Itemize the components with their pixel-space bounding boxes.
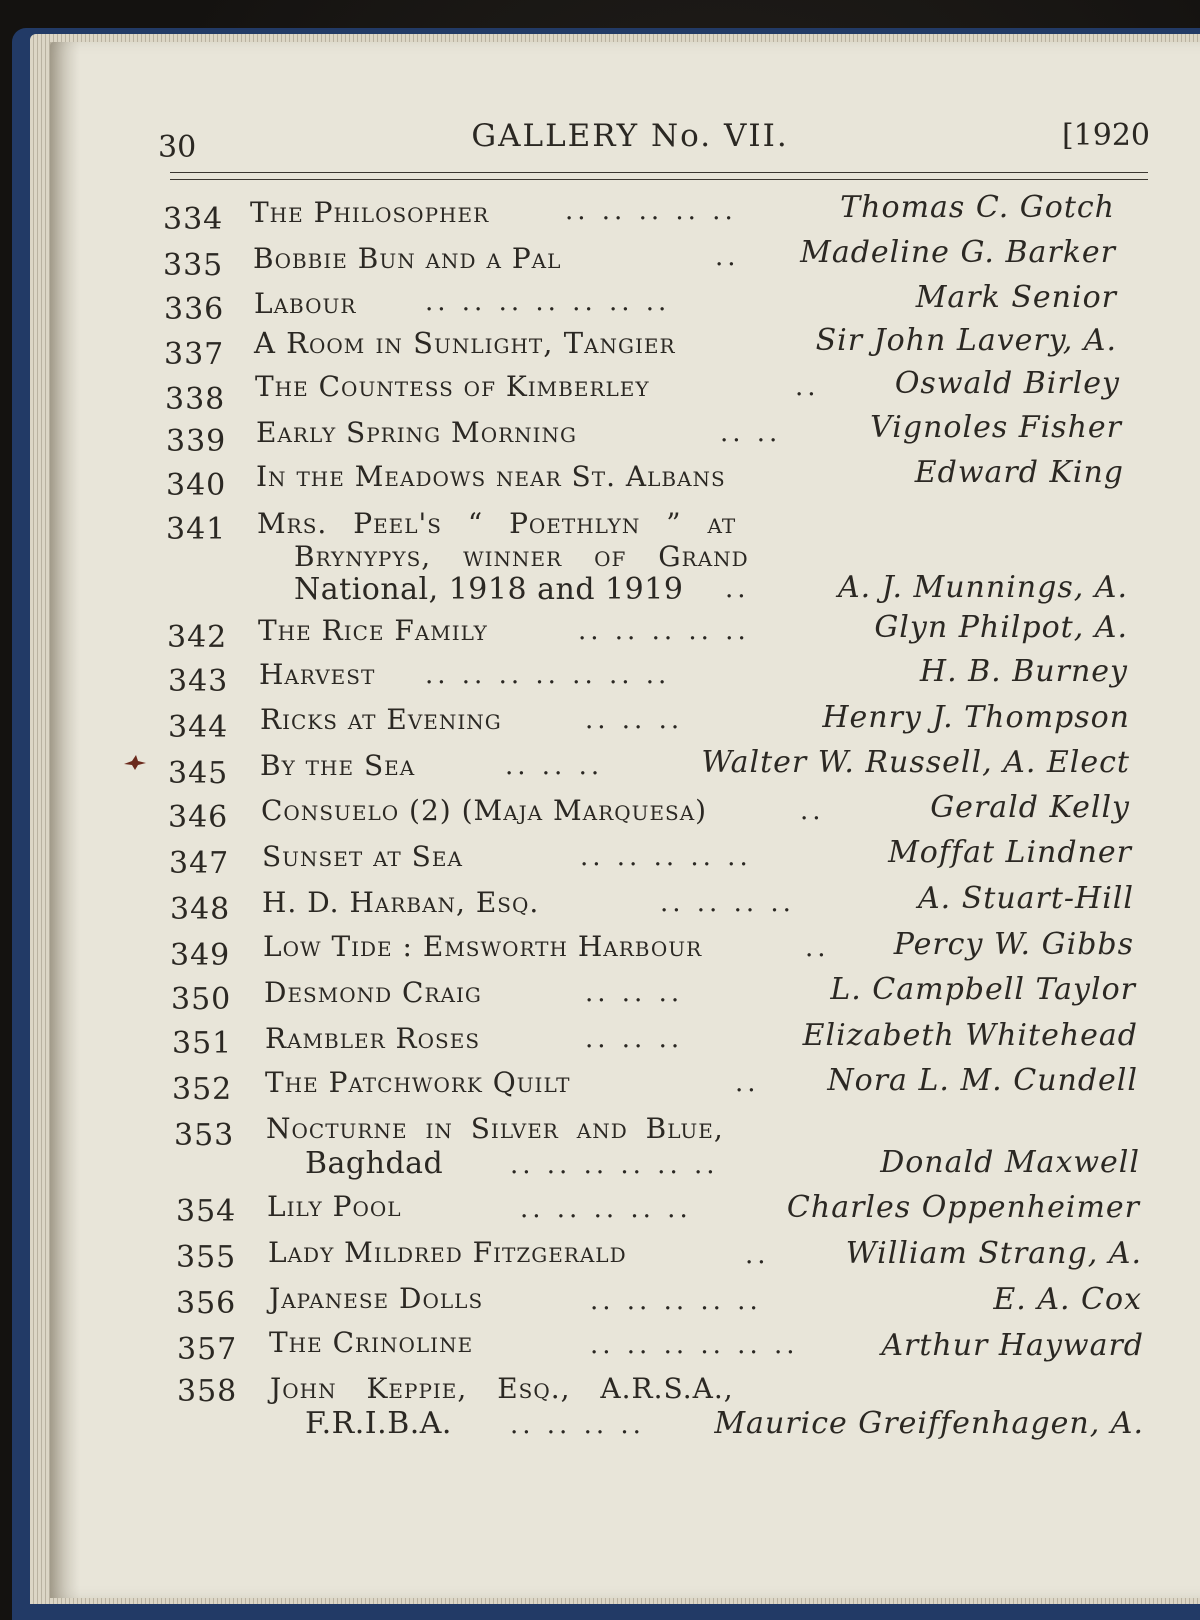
leader-dots: .. (800, 796, 825, 826)
entry-title: The Patchwork Quilt (265, 1066, 571, 1099)
leader-dots: .. .. .. .. .. (565, 196, 737, 226)
entry-number: 340 (166, 468, 227, 503)
entry-artist: William Strang, A. (845, 1236, 1142, 1271)
leader-dots: .. (805, 933, 830, 963)
entry-title: Labour (254, 287, 357, 320)
entry-title: Low Tide : Emsworth Harbour (263, 930, 703, 963)
entry-number: 336 (164, 292, 225, 327)
entry-artist: Mark Senior (915, 280, 1117, 315)
entry-title: By the Sea (260, 749, 416, 782)
entry-title: Rambler Roses (265, 1022, 481, 1055)
entry-title: Bobbie Bun and a Pal (253, 242, 562, 275)
entry-artist: Arthur Hayward (881, 1328, 1144, 1363)
leader-dots: .. (725, 574, 750, 604)
entry-title: The Rice Family (258, 614, 488, 647)
entry-number: 358 (177, 1374, 238, 1409)
entry-title: Early Spring Morning (256, 416, 578, 449)
leader-dots: .. .. .. (585, 978, 684, 1008)
leader-dots: .. (735, 1068, 760, 1098)
leader-dots: .. (715, 242, 740, 272)
entry-title: Consuelo (2) (Maja Marquesa) (261, 794, 708, 827)
entry-artist: Percy W. Gibbs (893, 927, 1134, 962)
entry-artist: L. Campbell Taylor (830, 972, 1136, 1007)
entry-title-line-3: National, 1918 and 1919 (294, 572, 684, 607)
entry-artist: Walter W. Russell, A. Elect (701, 745, 1130, 780)
entry-title: Ricks at Evening (260, 703, 502, 736)
entry-title: John Keppie, Esq., A.R.S.A., (270, 1372, 734, 1405)
entry-title: Mrs. Peel's “ Poethlyn ” at (257, 507, 737, 540)
leader-dots: .. .. .. .. .. .. (590, 1330, 799, 1360)
entry-title: A Room in Sunlight, Tangier (254, 326, 676, 360)
entry-title: Sunset at Sea (262, 840, 463, 873)
entry-title: The Crinoline (269, 1326, 474, 1359)
page-number: 30 (158, 130, 197, 165)
entry-title: Japanese Dolls (269, 1282, 484, 1315)
entry-number: 353 (174, 1118, 235, 1153)
entry-artist: Madeline G. Barker (800, 235, 1116, 270)
entry-title: Lady Mildred Fitzgerald (268, 1236, 627, 1269)
entry-number: 344 (168, 710, 229, 745)
entry-title: In the Meadows near St. Albans (256, 460, 726, 493)
entry-number: 354 (176, 1194, 237, 1229)
leader-dots: .. .. .. .. .. .. .. (425, 660, 671, 690)
entry-number: 357 (177, 1332, 238, 1367)
entry-title: Lily Pool (267, 1190, 402, 1223)
entry-artist: Oswald Birley (894, 366, 1120, 401)
entry-artist: Edward King (914, 455, 1124, 490)
entry-title: The Countess of Kimberley (255, 370, 650, 403)
entry-title-line-2: Brynypys, winner of Grand (294, 540, 749, 573)
entry-number: 347 (169, 846, 230, 881)
entry-number: 349 (170, 938, 231, 973)
entry-artist: A. J. Munnings, A. (838, 570, 1128, 605)
entry-number: 342 (167, 620, 228, 655)
year-bracket: [1920 (1061, 118, 1150, 153)
entry-number: 351 (172, 1026, 233, 1061)
entry-number: 345 (168, 756, 229, 791)
entry-artist: Sir John Lavery, A. (815, 323, 1117, 358)
leader-dots: .. .. .. .. .. .. (510, 1150, 719, 1180)
entry-number: 348 (170, 892, 231, 927)
entry-title-line-2: F.R.I.B.A. (305, 1406, 452, 1441)
gallery-title: GALLERY No. VII. (471, 118, 789, 154)
entry-artist: Maurice Greiffenhagen, A. (714, 1406, 1144, 1441)
entry-artist: Charles Oppenheimer (786, 1190, 1140, 1225)
entry-title: Harvest (259, 658, 376, 691)
entry-title: Desmond Craig (264, 976, 482, 1009)
leader-dots: .. .. .. .. .. .. .. (425, 287, 671, 317)
entry-artist: Moffat Lindner (888, 835, 1132, 870)
entry-number: 350 (171, 982, 232, 1017)
leader-dots: .. .. .. (585, 1024, 684, 1054)
leader-dots: .. (745, 1240, 770, 1270)
entry-artist: Gerald Kelly (930, 790, 1130, 825)
entry-title-line-2: Baghdad (305, 1146, 444, 1181)
entry-artist: Elizabeth Whitehead (802, 1018, 1138, 1053)
entry-artist: Vignoles Fisher (870, 410, 1122, 445)
entry-artist: H. B. Burney (919, 654, 1128, 689)
entry-number: 343 (168, 664, 229, 699)
leader-dots: .. .. .. .. (510, 1410, 645, 1440)
leader-dots: .. .. .. .. .. (520, 1194, 692, 1224)
entry-number: 339 (166, 424, 227, 459)
entry-artist: Glyn Philpot, A. (874, 610, 1128, 645)
entry-title: Nocturne in Silver and Blue, (266, 1112, 724, 1145)
entry-artist: Donald Maxwell (880, 1145, 1140, 1180)
entry-artist: Nora L. M. Cundell (827, 1063, 1138, 1098)
leader-dots: .. (795, 372, 820, 402)
leader-dots: .. .. (720, 418, 782, 448)
entry-number: 346 (168, 800, 229, 835)
leader-dots: .. .. .. .. .. (590, 1286, 762, 1316)
entry-title: H. D. Harban, Esq. (262, 886, 540, 919)
entry-number: 352 (172, 1072, 233, 1107)
leader-dots: .. .. .. (585, 705, 684, 735)
entry-artist: A. Stuart-Hill (917, 881, 1134, 916)
entry-number: 341 (166, 512, 227, 547)
entry-number: 355 (176, 1240, 237, 1275)
entry-artist: E. A. Cox (993, 1282, 1142, 1317)
entry-number: 356 (176, 1286, 237, 1321)
leader-dots: .. .. .. .. .. (580, 842, 752, 872)
leader-dots: .. .. .. (505, 751, 604, 781)
entry-number: 337 (164, 337, 225, 372)
entry-number: 335 (163, 248, 224, 283)
entry-artist: Henry J. Thompson (822, 700, 1130, 735)
entry-number: 338 (165, 382, 226, 417)
leader-dots: .. .. .. .. .. (578, 616, 750, 646)
entry-artist: Thomas C. Gotch (840, 190, 1115, 225)
entry-title: The Philosopher (250, 196, 490, 229)
entry-number: 334 (163, 202, 224, 237)
leader-dots: .. .. .. .. (660, 888, 795, 918)
